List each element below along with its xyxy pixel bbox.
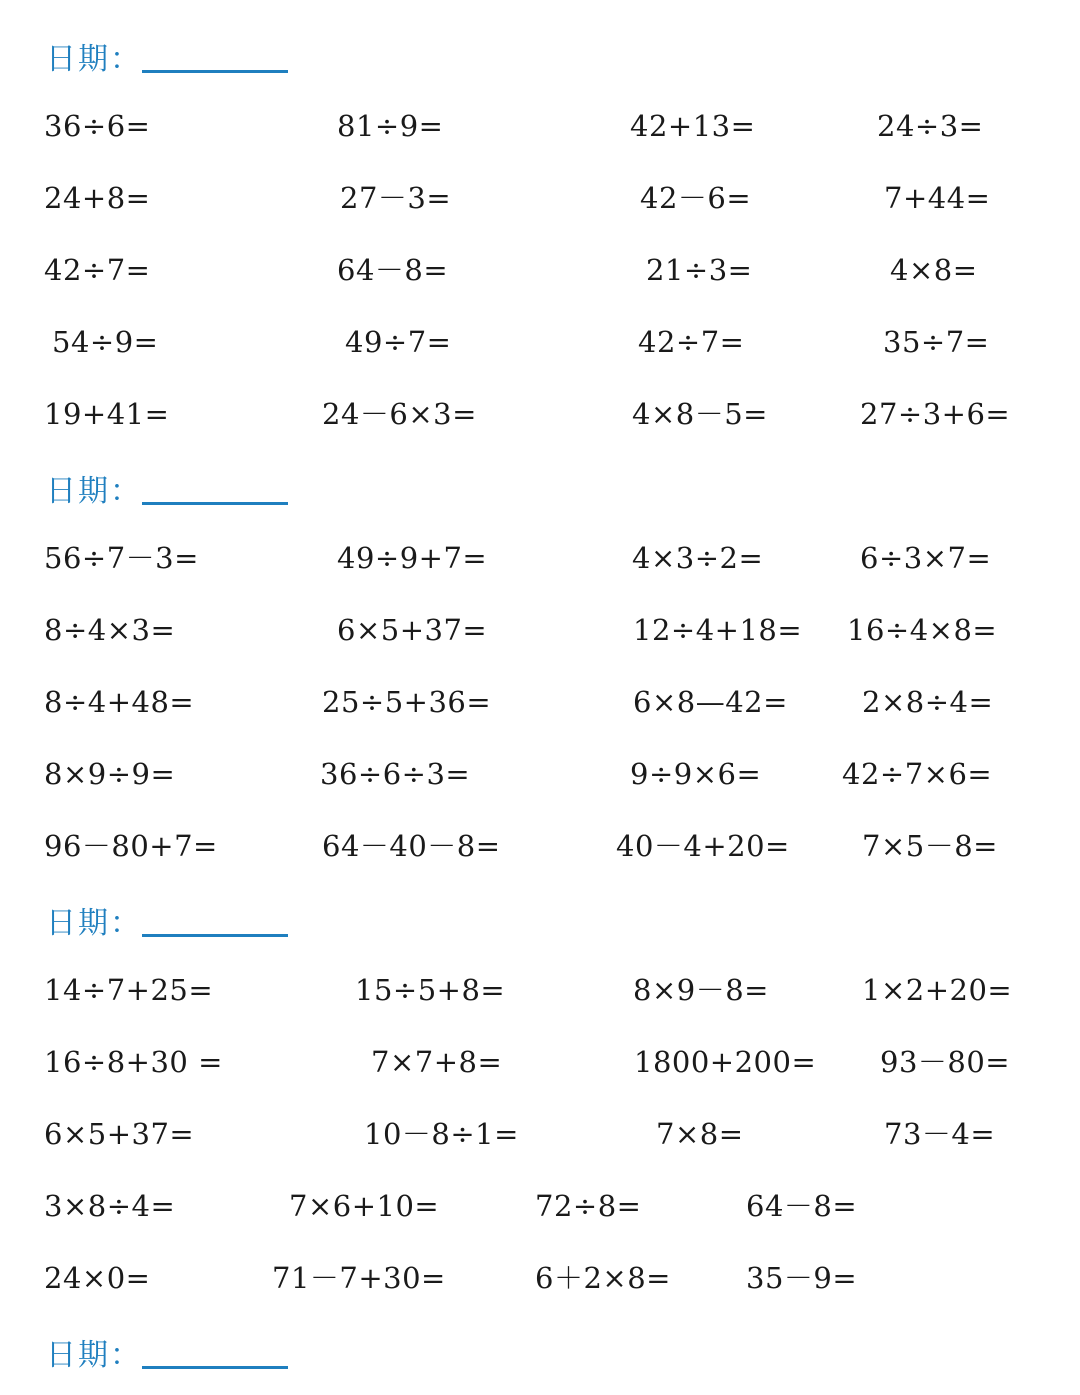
problem: 15÷5+8= (355, 973, 506, 1007)
problem: 36÷6= (44, 109, 151, 143)
problem: 24+8= (44, 181, 151, 215)
problem: 35÷7= (883, 325, 990, 359)
problem: 27÷3+6= (860, 397, 1011, 431)
problem: 24×0= (44, 1261, 151, 1295)
problem: 73－4= (884, 1117, 996, 1151)
problem: 8×9－8= (633, 973, 769, 1007)
problem: 10－8÷1= (364, 1117, 519, 1151)
problem: 19+41= (44, 397, 170, 431)
date-blank-line[interactable] (142, 70, 288, 73)
problem: 64－8= (746, 1189, 858, 1223)
problem: 49÷9+7= (337, 541, 488, 575)
problem: 1×2+20= (862, 973, 1013, 1007)
date-header-3 (46, 892, 142, 942)
problem: 42÷7= (638, 325, 745, 359)
problem: 25÷5+36= (322, 685, 492, 719)
problem: 24－6×3= (322, 397, 477, 431)
problem: 24÷3= (877, 109, 984, 143)
problem: 7×6+10= (289, 1189, 440, 1223)
problem: 8×9÷9= (44, 757, 176, 791)
problem: 35－9= (746, 1261, 858, 1295)
problem: 7×5－8= (862, 829, 998, 863)
problem: 71－7+30= (272, 1261, 446, 1295)
problem: 14÷7+25= (44, 973, 214, 1007)
problem: 64－40－8= (322, 829, 501, 863)
date-label: 日期： (46, 42, 142, 77)
problem: 42+13= (630, 109, 756, 143)
problem: 7×8= (656, 1117, 744, 1151)
problem: 4×3÷2= (632, 541, 764, 575)
problem: 6×5+37= (337, 613, 488, 647)
problem: 40－4+20= (616, 829, 790, 863)
problem: 16÷8+30 = (44, 1045, 223, 1079)
date-header-2 (46, 460, 142, 510)
problem: 56÷7－3= (44, 541, 199, 575)
date-header-4 (46, 1324, 142, 1374)
problem: 9÷9×6= (630, 757, 762, 791)
problem: 72÷8= (535, 1189, 642, 1223)
problem: 1800+200= (634, 1045, 817, 1079)
problem: 7+44= (884, 181, 991, 215)
problem: 6÷3×7= (860, 541, 992, 575)
problem: 3×8÷4= (44, 1189, 176, 1223)
problem: 6×8—42= (633, 685, 788, 719)
problem: 42－6= (640, 181, 752, 215)
problem: 36÷6÷3= (320, 757, 471, 791)
date-label: 日期： (46, 474, 142, 509)
problem: 8÷4×3= (44, 613, 176, 647)
problem: 2×8÷4= (862, 685, 994, 719)
problem: 42÷7= (44, 253, 151, 287)
problem: 93－80= (880, 1045, 1011, 1079)
date-label: 日期： (46, 1338, 142, 1373)
problem: 6×5+37= (44, 1117, 195, 1151)
date-blank-line[interactable] (142, 502, 288, 505)
date-blank-line[interactable] (142, 934, 288, 937)
problem: 6＋2×8= (535, 1261, 671, 1295)
date-label: 日期： (46, 906, 142, 941)
problem: 21÷3= (646, 253, 753, 287)
problem: 8÷4+48= (44, 685, 195, 719)
problem: 7×7+8= (371, 1045, 503, 1079)
problem: 4×8－5= (632, 397, 768, 431)
problem: 42÷7×6= (842, 757, 993, 791)
date-blank-line[interactable] (142, 1366, 288, 1369)
problem: 96－80+7= (44, 829, 218, 863)
date-header-1 (46, 28, 142, 78)
problem: 64－8= (337, 253, 449, 287)
problem: 27－3= (340, 181, 452, 215)
problem: 12÷4+18= (633, 613, 803, 647)
problem: 81÷9= (337, 109, 444, 143)
problem: 54÷9= (52, 325, 159, 359)
problem: 16÷4×8= (847, 613, 998, 647)
problem: 49÷7= (345, 325, 452, 359)
problem: 4×8= (890, 253, 978, 287)
